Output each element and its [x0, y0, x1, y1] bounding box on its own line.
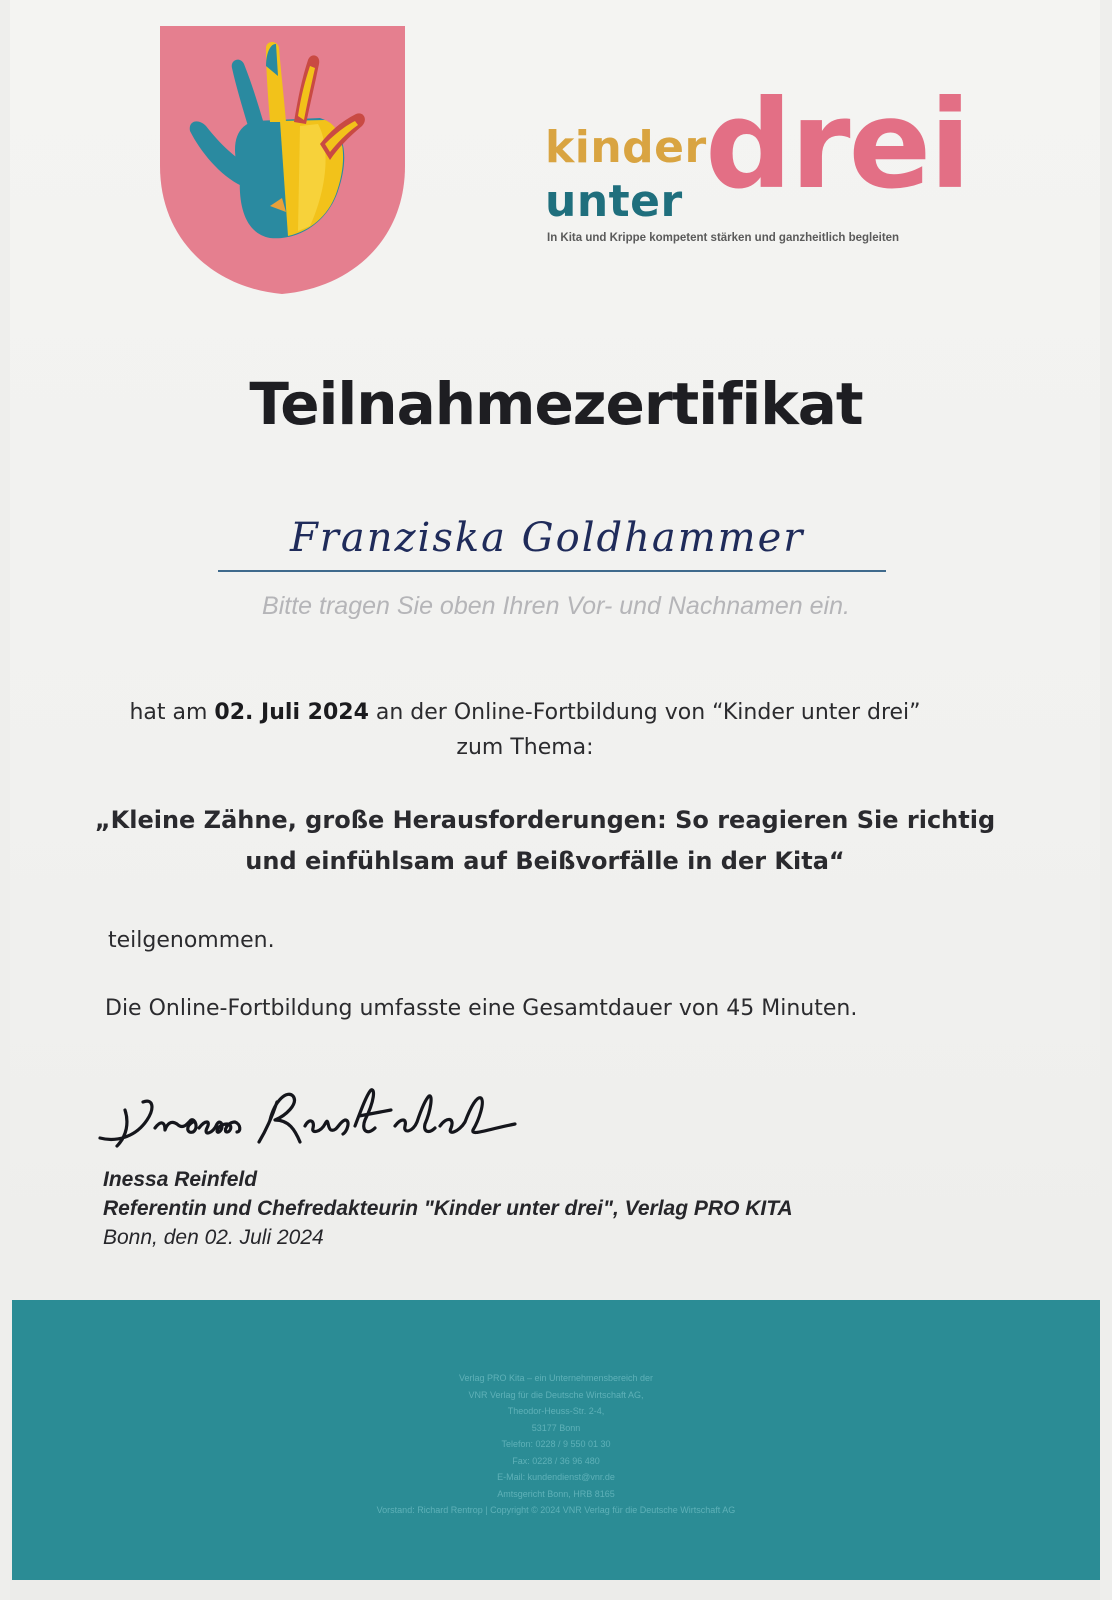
footer-line: E-Mail: kundendienst@vnr.de	[497, 1472, 615, 1482]
footer-line: Amtsgericht Bonn, HRB 8165	[497, 1488, 615, 1499]
footer-line: Vorstand: Richard Rentrop | Copyright © 2024 VNR Verlag für die Deutsche Wirtschaft AG	[376, 1505, 736, 1515]
statement-prefix: hat am	[129, 700, 208, 725]
topic-line-1: „Kleine Zähne, große Herausforderungen: So reagieren Sie richtig	[94, 806, 996, 834]
footer-line: Telefon: 0228 / 9 550 01 30	[501, 1439, 611, 1449]
publisher-info	[12, 1370, 1100, 1519]
topic-intro: zum Thema:	[456, 735, 594, 760]
topic-line-2: und einfühlsam auf Beißvorfälle in der Kita“	[245, 847, 845, 875]
name-underline	[218, 570, 886, 572]
logo-tagline: In Kita und Krippe kompetent stärken und ganzheitlich begleiten	[547, 232, 900, 244]
signature-place-date: Bonn, den 02. Juli 2024	[103, 1226, 324, 1249]
footer-line: Fax: 0228 / 36 96 480	[512, 1455, 600, 1466]
publisher-footer	[12, 1300, 1100, 1580]
signatory-role: Referentin und Chefredakteurin "Kinder unter drei", Verlag PRO KITA	[103, 1197, 793, 1220]
signatory-name: Inessa Reinfeld	[103, 1168, 258, 1191]
footer-line: VNR Verlag für die Deutsche Wirtschaft AG,	[468, 1389, 644, 1400]
logo-word-drei: drei	[705, 74, 970, 216]
footer-line: Theodor-Heuss-Str. 2-4,	[507, 1406, 605, 1416]
certificate-statement	[0, 700, 1050, 725]
name-hint-text: Bitte tragen Sie oben Ihren Vor- und Nachnamen ein.	[262, 592, 850, 620]
handwritten-signature	[95, 1080, 525, 1160]
logo-word-unter: unter	[545, 176, 683, 227]
course-topic	[0, 800, 1090, 882]
handprint-crest-logo	[160, 26, 410, 296]
event-date: 02. Juli 2024	[214, 700, 369, 725]
participated-text: teilgenommen.	[108, 928, 275, 953]
certificate-title: Teilnahmezertifikat	[249, 370, 863, 438]
participant-name-handwritten: Franziska Goldhammer	[290, 515, 805, 561]
footer-line: 53177 Bonn	[531, 1422, 581, 1433]
statement-suffix: an der Online-Fortbildung von “Kinder unter drei”	[375, 700, 921, 725]
signatory-block	[103, 1165, 793, 1252]
footer-line: Verlag PRO Kita – ein Unternehmensbereich der	[458, 1373, 654, 1383]
duration-text: Die Online-Fortbildung umfasste eine Gesamtdauer von 45 Minuten.	[105, 996, 858, 1021]
kinder-unter-drei-logo	[545, 74, 970, 260]
logo-word-kinder: kinder	[545, 122, 707, 173]
